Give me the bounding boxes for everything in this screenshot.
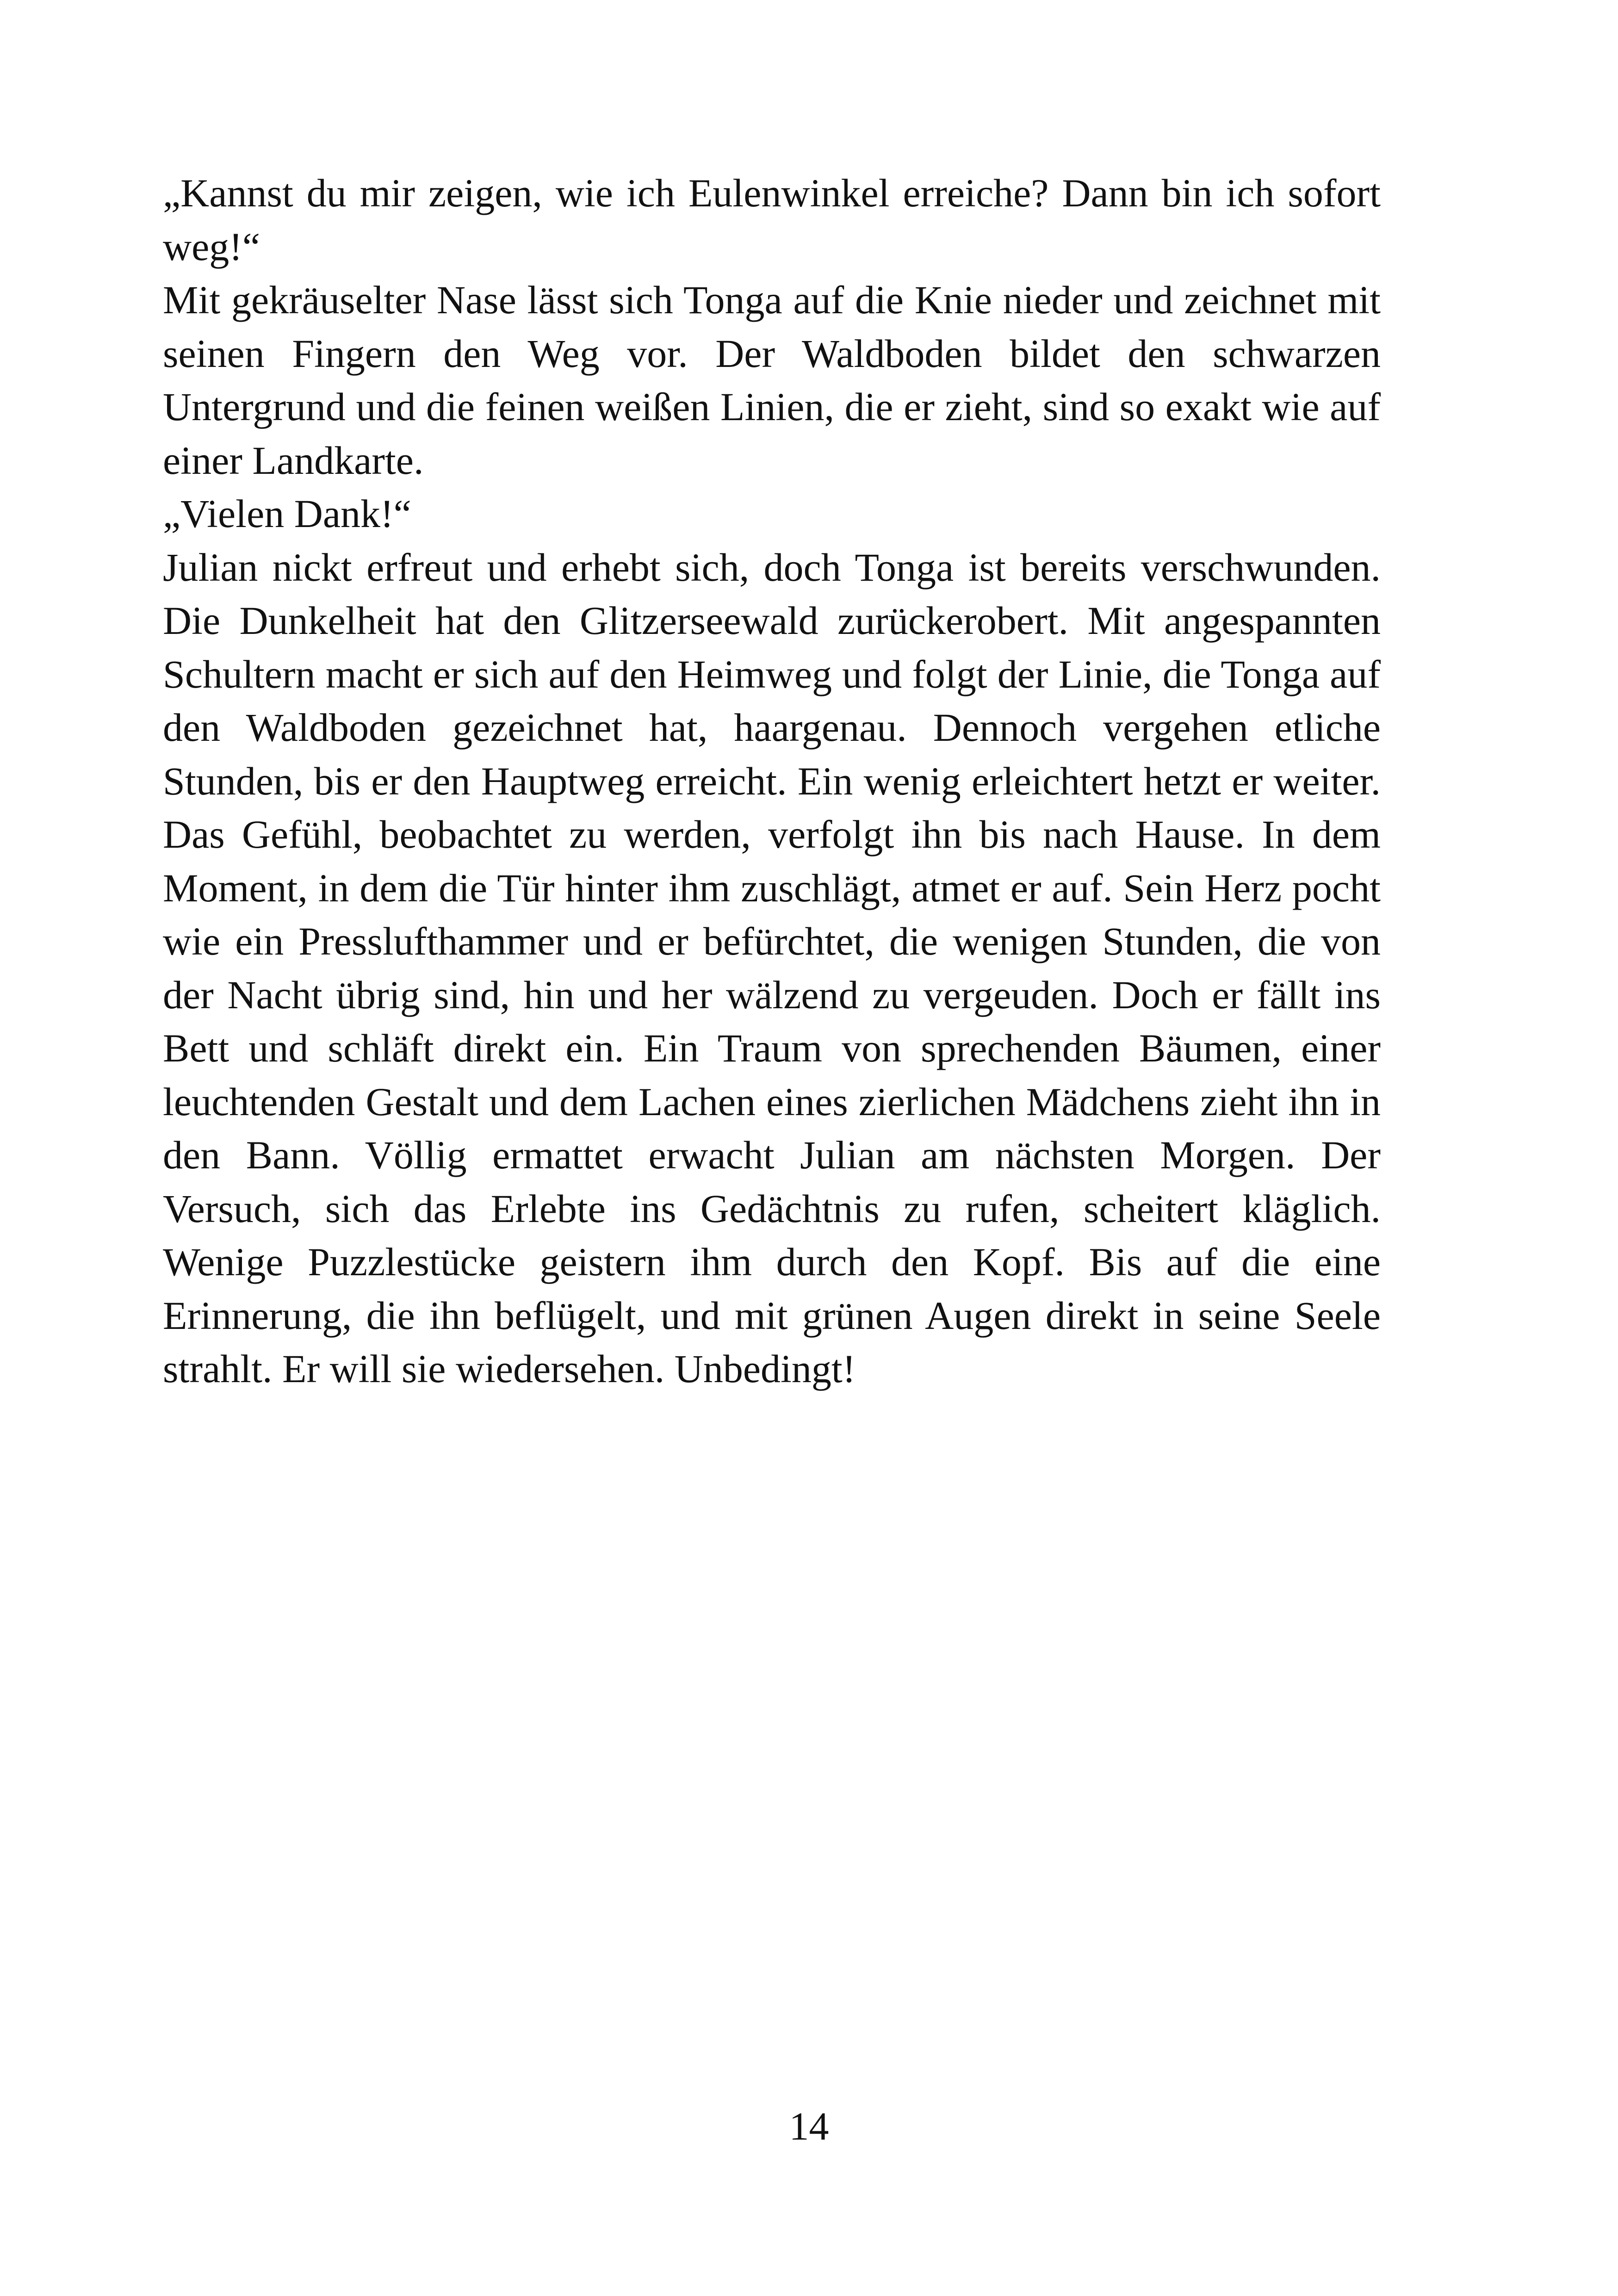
paragraph-tonga-draws-map: Mit gekräuselter Nase lässt sich Tonga auf die Knie nieder und zeichnet mit seinen Fingern den Weg vor. Der Waldboden bildet den schwarzen Untergrund und die feinen weißen Linien, die er zieht, sind so exakt wie auf einer Landkarte. [163,278,1381,483]
page-number: 14 [789,2104,829,2148]
paragraph-julian-returns-home: Julian nickt erfreut und erhebt sich, doch Tonga ist bereits verschwunden. Die Dunkelheit hat den Glitzerseewald zurückerobert. Mit angespannten Schultern macht er sich auf den Heimweg und folgt der Linie, die Tonga auf den Waldboden gezeichnet hat, haargenau. Dennoch vergehen etliche Stunden, bis er den Hauptweg erreicht. Ein wenig erleichtert hetzt er weiter. Das Gefühl, beobachtet zu werden, verfolgt ihn bis nach Hause. In dem Moment, in dem die Tür hinter ihm zuschlägt, atmet er auf. Sein Herz pocht wie ein Presslufthammer und er befürchtet, die wenigen Stunden, die von der Nacht übrig sind, hin und her wälzend zu vergeuden. Doch er fällt ins Bett und schläft direkt ein. Ein Traum von sprechenden Bäumen, einer leuchtenden Gestalt und dem Lachen eines zierlichen Mädchens zieht ihn in den Bann. Völlig ermattet erwacht Julian am nächsten Morgen. Der Versuch, sich das Erlebte ins Gedächtnis zu rufen, scheitert kläglich. Wenige Puzzlestücke geistern ihm durch den Kopf. Bis auf die eine Erinnerung, die ihn beflügelt, und mit grünen Augen direkt in seine Seele strahlt. Er will sie wiedersehen. Unbedingt! [163,545,1381,1391]
paragraph-dialogue-thanks: „Vielen Dank!“ [163,491,411,536]
paragraph-dialogue-question: „Kannst du mir zeigen, wie ich Eulenwinkel erreiche? Dann bin ich sofort weg!“ [163,171,1381,269]
body-text [163,167,1381,1396]
